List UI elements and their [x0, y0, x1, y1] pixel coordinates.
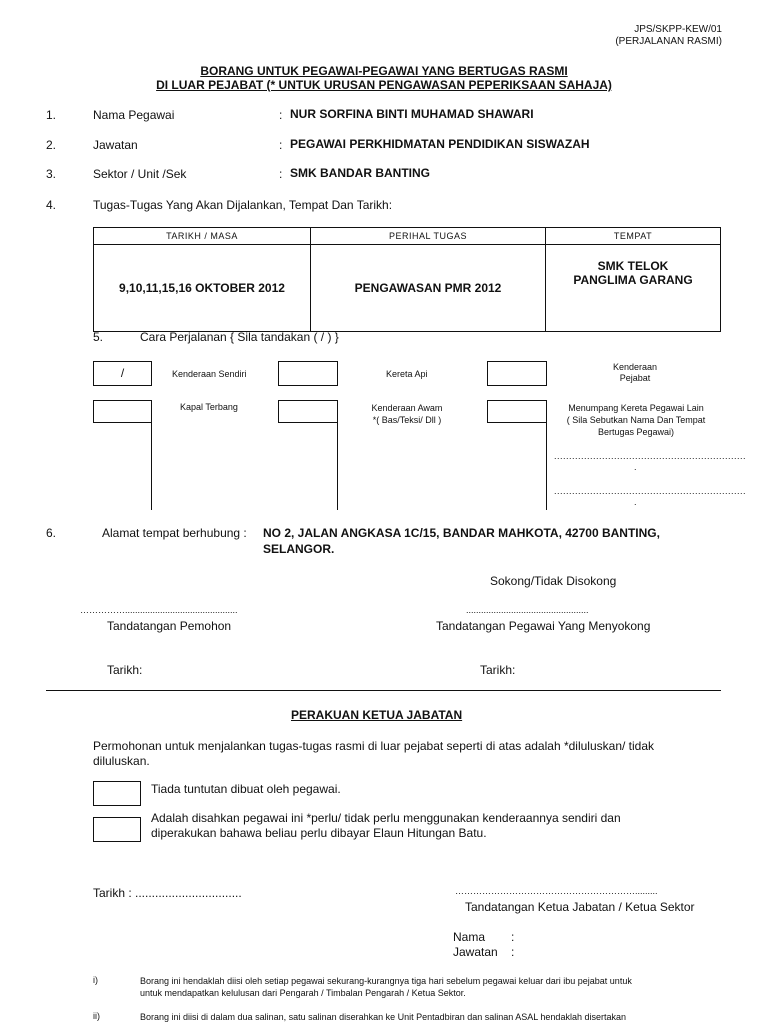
- header-duty: PERIHAL TUGAS: [311, 228, 546, 245]
- label-office-vehicle-line2: Pejabat: [619, 373, 651, 383]
- ride-detail-dots-1[interactable]: ................................................................: [554, 451, 747, 461]
- field-sector-label: Sektor / Unit /Sek: [93, 167, 187, 181]
- label-mileage-line1: Adalah disahkan pegawai ini *perlu/ tidak perlu menggunakan kenderaannya sendiri dan: [151, 811, 621, 825]
- cell-date[interactable]: 9,10,11,15,16 OKTOBER 2012: [94, 245, 311, 332]
- hod-section-title: PERAKUAN KETUA JABATAN: [291, 708, 463, 722]
- item-6-label: Alamat tempat berhubung :: [102, 526, 247, 540]
- ride-detail-dot-b: .: [634, 497, 637, 507]
- form-reference: [615, 24, 722, 48]
- label-public-vehicle-line2: *( Bas/Teksi/ Dll ): [372, 415, 442, 425]
- public-bracket-line: [337, 400, 338, 510]
- field-name-label: Nama Pegawai: [93, 108, 175, 122]
- support-status: Sokong/Tidak Disokong: [490, 574, 617, 588]
- item-6-number: 6.: [46, 526, 57, 540]
- field-post-colon: :: [279, 138, 283, 152]
- hod-post-label: Jawatan: [453, 945, 498, 959]
- header-place: TEMPAT: [546, 228, 721, 245]
- form-code: JPS/SKPP-KEW/01: [634, 24, 722, 35]
- item-5-label: Cara Perjalanan { Sila tandakan ( / ) }: [140, 330, 339, 344]
- checkbox-ride-along[interactable]: [487, 400, 547, 423]
- label-mileage-line2: diperakukan bahawa beliau perlu dibayar Elaun Hitungan Batu.: [151, 826, 487, 840]
- hod-post-colon: :: [511, 945, 515, 959]
- ride-detail-dot-a: .: [634, 462, 637, 472]
- label-public-vehicle: [352, 402, 462, 426]
- duty-table-row: [94, 245, 721, 332]
- label-ride-line3: Bertugas Pegawai): [597, 427, 675, 437]
- field-sector-value[interactable]: SMK BANDAR BANTING: [290, 166, 430, 180]
- checkbox-mileage[interactable]: [93, 817, 141, 842]
- note-2-number: ii): [93, 1011, 100, 1021]
- label-ride-line2: ( Sila Sebutkan Nama Dan Tempat: [566, 415, 706, 425]
- supporter-date-label: Tarikh:: [480, 663, 516, 677]
- item-5-number: 5.: [93, 330, 104, 344]
- label-public-vehicle-line1: Kenderaan Awam: [371, 403, 443, 413]
- note-1-text: [140, 975, 725, 999]
- field-post-value[interactable]: PEGAWAI PERKHIDMATAN PENDIDIKAN SISWAZAH: [290, 137, 590, 151]
- item-4-number: 4.: [46, 198, 57, 212]
- hod-approval-text: [93, 739, 723, 769]
- checkbox-own-vehicle[interactable]: [93, 361, 152, 386]
- hod-name-colon: :: [511, 930, 515, 944]
- ride-detail-dots-2[interactable]: ................................................................: [554, 486, 747, 496]
- applicant-signature-label: Tandatangan Pemohon: [107, 619, 232, 633]
- contact-address-line2: SELANGOR.: [263, 542, 335, 556]
- label-no-claim: Tiada tuntutan dibuat oleh pegawai.: [151, 782, 341, 796]
- form-title: [0, 64, 768, 92]
- note-2-line1: Borang ini diisi di dalam dua salinan, satu salinan diserahkan ke Unit Pentadbiran dan salinan ASAL hendaklah disertakan: [140, 1012, 626, 1022]
- field-sector-colon: :: [279, 167, 283, 181]
- label-office-vehicle-line1: Kenderaan: [612, 362, 658, 372]
- plane-bracket-line: [151, 400, 152, 510]
- hod-name-label: Nama: [453, 930, 486, 944]
- label-mileage: [151, 811, 721, 841]
- field-1-number: 1.: [46, 108, 57, 122]
- label-ride-along: [546, 402, 726, 438]
- applicant-date-label: Tarikh:: [107, 663, 143, 677]
- note-2-text: [140, 1011, 725, 1023]
- field-post-label: Jawatan: [93, 138, 138, 152]
- form-title-line1: BORANG UNTUK PEGAWAI-PEGAWAI YANG BERTUGAS RASMI: [200, 64, 568, 78]
- note-1-line2: untuk mendapatkan kelulusan dari Pengarah / Timbalan Pengarah / Ketua Sektor.: [140, 988, 466, 998]
- note-1-number: i): [93, 975, 98, 985]
- checkbox-no-claim[interactable]: [93, 781, 141, 806]
- duty-table-header: [94, 228, 721, 245]
- item-4-label: Tugas-Tugas Yang Akan Dijalankan, Tempat Dan Tarikh:: [93, 198, 393, 212]
- cell-duty[interactable]: PENGAWASAN PMR 2012: [311, 245, 546, 332]
- supporter-signature-line[interactable]: .................................................: [466, 605, 589, 615]
- form-title-line2: DI LUAR PEJABAT (* UNTUK URUSAN PENGAWASAN PEPERIKSAAN SAHAJA): [156, 78, 612, 92]
- checkbox-plane[interactable]: [93, 400, 152, 423]
- check-mark: /: [120, 366, 125, 380]
- hod-approval-line1: Permohonan untuk menjalankan tugas-tugas rasmi di luar pejabat seperti di atas adalah *diluluskan/ tidak: [93, 739, 655, 753]
- hod-date-field[interactable]: Tarikh : ................................: [93, 886, 242, 900]
- hod-signature-line[interactable]: …………………………………………………….........: [455, 886, 658, 896]
- section-divider: [46, 690, 721, 691]
- contact-address[interactable]: [263, 525, 660, 557]
- label-own-vehicle: Kenderaan Sendiri: [172, 369, 247, 379]
- hod-signature-label: Tandatangan Ketua Jabatan / Ketua Sektor: [465, 900, 695, 914]
- field-2-number: 2.: [46, 138, 57, 152]
- label-ride-line1: Menumpang Kereta Pegawai Lain: [568, 403, 704, 413]
- field-name-colon: :: [279, 108, 283, 122]
- field-name-value[interactable]: NUR SORFINA BINTI MUHAMAD SHAWARI: [290, 107, 534, 121]
- header-date: TARIKH / MASA: [94, 228, 311, 245]
- cell-place[interactable]: SMK TELOK PANGLIMA GARANG: [546, 245, 721, 332]
- field-3-number: 3.: [46, 167, 57, 181]
- form-purpose: (PERJALANAN RASMI): [615, 36, 722, 47]
- contact-address-line1: NO 2, JALAN ANGKASA 1C/15, BANDAR MAHKOTA, 42700 BANTING,: [263, 526, 660, 540]
- label-train: Kereta Api: [386, 369, 428, 379]
- supporter-signature-label: Tandatangan Pegawai Yang Menyokong: [436, 619, 651, 633]
- applicant-signature-line[interactable]: …………….............................................: [80, 605, 238, 615]
- label-office-vehicle: [590, 362, 680, 384]
- hod-approval-line2: diluluskan.: [93, 754, 150, 768]
- duty-table: [93, 227, 721, 332]
- checkbox-office-vehicle[interactable]: [487, 361, 547, 386]
- label-plane: Kapal Terbang: [180, 402, 238, 412]
- checkbox-train[interactable]: [278, 361, 338, 386]
- checkbox-public-vehicle[interactable]: [278, 400, 338, 423]
- note-1-line1: Borang ini hendaklah diisi oleh setiap pegawai sekurang-kurangnya tiga hari sebelum pegawai keluar dari ibu pejabat untuk: [140, 976, 632, 986]
